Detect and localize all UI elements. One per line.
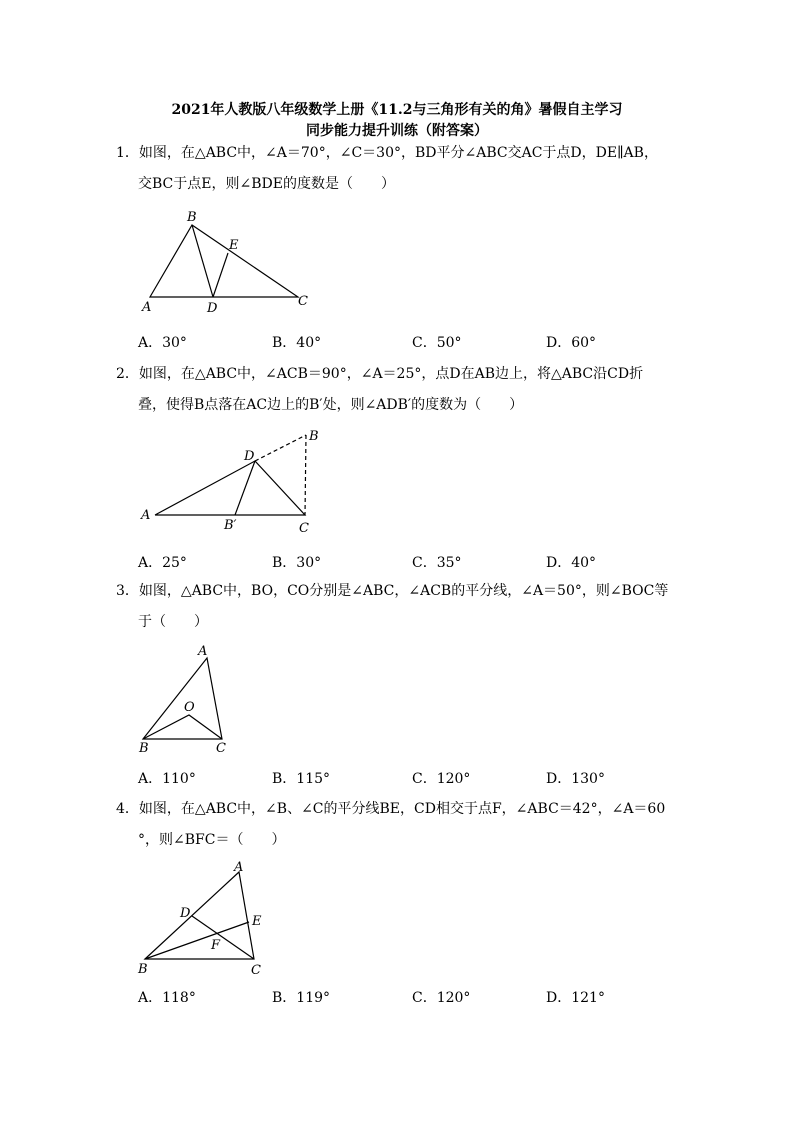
label-b: B — [187, 210, 197, 225]
option-c[interactable]: C．120° — [412, 990, 471, 1006]
question-2-line1 — [116, 359, 681, 390]
question-2-figure — [130, 425, 340, 545]
question-1-line1 — [116, 138, 681, 169]
label-d: D — [180, 906, 191, 921]
option-a[interactable]: A．110° — [138, 771, 196, 787]
triangle-abc — [145, 872, 254, 959]
question-3-options — [138, 768, 698, 788]
triangle-abc — [150, 225, 298, 297]
question-4-line1 — [116, 794, 681, 825]
question-1-text-line1: 如图，在△ABC中，∠A＝70°，∠C＝30°，BD平分∠ABC交AC于点D，DE∥AB， — [138, 145, 658, 161]
label-f: F — [211, 938, 221, 953]
segment-cd — [192, 916, 254, 959]
label-o: O — [184, 700, 195, 715]
segment-ad-da-c — [155, 461, 305, 515]
label-c: C — [216, 741, 226, 756]
question-1-options — [138, 332, 698, 352]
option-a[interactable]: A．30° — [138, 335, 187, 351]
option-c[interactable]: C．50° — [412, 335, 462, 351]
label-a: A — [234, 860, 244, 875]
question-4-options — [138, 987, 698, 1007]
label-a: A — [142, 300, 152, 315]
question-2-text-line2: 叠，使得B点落在AC边上的B′处，则∠ADB′的度数为（ ） — [138, 397, 524, 413]
label-b: B — [309, 429, 319, 444]
question-1 — [116, 138, 681, 200]
label-b: B — [139, 741, 149, 756]
question-2-options — [138, 552, 698, 572]
option-c[interactable]: C．35° — [412, 555, 462, 571]
document-title-line1: 2021年人教版八年级数学上册《11.2与三角形有关的角》暑假自主学习 — [171, 102, 623, 118]
question-4-text-line2: °，则∠BFC＝（ ） — [138, 832, 286, 848]
question-3-text-line2: 于（ ） — [138, 614, 208, 630]
label-b-prime: B′ — [224, 518, 237, 533]
segment-bd — [192, 225, 213, 297]
question-1-text-line2: 交BC于点E，则∠BDE的度数是（ ） — [138, 176, 395, 192]
segment-bc-dashed — [305, 435, 306, 515]
segment-db-dashed — [255, 435, 306, 461]
triangle-abc — [143, 658, 222, 739]
question-3-number: 3． — [116, 583, 139, 599]
segment-de — [213, 253, 228, 297]
option-c[interactable]: C．120° — [412, 771, 471, 787]
question-4-figure — [130, 855, 280, 985]
option-b[interactable]: B．115° — [272, 771, 331, 787]
question-3-text-line1: 如图，△ABC中，BO，CO分别是∠ABC，∠ACB的平分线，∠A＝50°，则∠BOC等 — [138, 583, 669, 599]
label-b: B — [138, 962, 148, 977]
option-d[interactable]: D．130° — [546, 771, 605, 787]
question-1-number: 1． — [116, 145, 139, 161]
question-4 — [116, 794, 681, 856]
option-b[interactable]: B．40° — [272, 335, 322, 351]
segment-db-prime — [235, 461, 255, 515]
segments-bo-oc — [143, 715, 222, 739]
question-2-number: 2． — [116, 366, 139, 382]
option-d[interactable]: D．60° — [546, 335, 597, 351]
question-4-text-line1: 如图，在△ABC中，∠B、∠C的平分线BE，CD相交于点F，∠ABC＝42°，∠A＝60 — [138, 801, 666, 817]
option-b[interactable]: B．119° — [272, 990, 331, 1006]
question-2-text-line1: 如图，在△ABC中，∠ACB＝90°，∠A＝25°，点D在AB边上，将△ABC沿CD折 — [138, 366, 644, 382]
question-1-figure — [130, 205, 330, 325]
option-d[interactable]: D．40° — [546, 555, 597, 571]
label-d: D — [244, 449, 255, 464]
label-c: C — [298, 294, 308, 309]
option-d[interactable]: D．121° — [546, 990, 605, 1006]
label-d: D — [207, 301, 218, 316]
label-a: A — [198, 644, 208, 659]
option-a[interactable]: A．25° — [138, 555, 187, 571]
option-a[interactable]: A．118° — [138, 990, 196, 1006]
option-b[interactable]: B．30° — [272, 555, 322, 571]
question-2 — [116, 359, 681, 421]
label-c: C — [251, 963, 261, 978]
label-a: A — [141, 508, 151, 523]
segment-be — [145, 922, 249, 959]
question-4-number: 4． — [116, 801, 139, 817]
label-c: C — [299, 521, 309, 536]
label-e: E — [229, 238, 239, 253]
question-3-figure — [130, 640, 250, 760]
question-3 — [116, 576, 681, 638]
label-e: E — [252, 914, 262, 929]
question-3-line1 — [116, 576, 681, 607]
document-title-line2: 同步能力提升训练（附答案） — [306, 123, 488, 139]
